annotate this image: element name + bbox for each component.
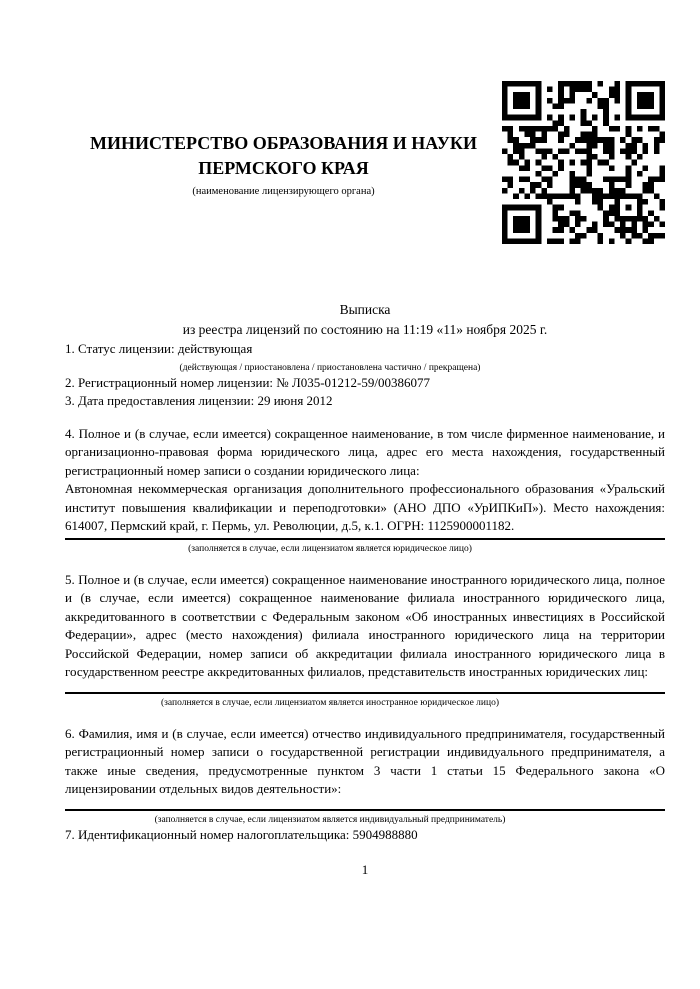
document-header [65, 0, 665, 244]
legal-entity-statement: 4. Полное и (в случае, если имеется) сокращенное наименование, в том числе фирменное наименование, и организационно-правовая форма юридического лица, адрес его места нахождения, государственный регистрационный номер записи о создании юридического лица: [65, 425, 665, 478]
document-title: Выписка [339, 302, 391, 317]
item-individual-entrepreneur [65, 725, 665, 826]
item-foreign-entity [65, 571, 665, 709]
entrepreneur-caption: (заполняется в случае, если лицензиатом является индивидуальный предприниматель) [154, 814, 506, 825]
item-taxpayer-number: 7. Идентификационный номер налогоплательщика: 5904988880 [65, 826, 418, 842]
item-legal-entity [65, 425, 665, 555]
fill-line [65, 692, 665, 694]
ministry-name-line2: ПЕРМСКОГО КРАЯ [198, 158, 369, 178]
foreign-entity-caption: (заполняется в случае, если лицензиатом является иностранное юридическое лицо) [161, 697, 499, 708]
legal-entity-value: Автономная некоммерческая организация дополнительного профессионального образования «Уральский институт повышения квалификации и переподготовки» (АНО ДПО «УрИПКиП»). Место нахождения: 614007, Пермский край, г. Пермь, ул. Революции, д.5, к.1. ОГРН: 1125900001182. [65, 481, 665, 533]
document-subtitle: из реестра лицензий по состоянию на 11:19 «11» ноября 2025 г. [182, 322, 548, 337]
item-license-date: 3. Дата предоставления лицензии: 29 июня 2012 [65, 393, 333, 408]
ministry-name-line1: МИНИСТЕРСТВО ОБРАЗОВАНИЯ И НАУКИ [90, 133, 477, 153]
license-status-caption: (действующая / приостановлена / приостановлена частично / прекращена) [179, 362, 481, 373]
foreign-entity-statement: 5. Полное и (в случае, если имеется) сокращенное наименование иностранного юридического лица, полное и (в случае, если имеется) сокращенное наименование филиала иностранного юридического лица, аккредитованного в соответствии с Федеральным законом «Об иностранных инвестициях в Российской Федерации», адрес (место нахождения) филиала иностранного юридического лица на территории Российской Федерации, номер записи об аккредитации филиала иностранного юридического лица в государственном реестре аккредитованных филиалов, представительств иностранных юридических лиц: [65, 571, 665, 679]
item-registration-number: 2. Регистрационный номер лицензии: № Л035-01212-59/00386077 [65, 374, 431, 390]
document-title-block [65, 300, 665, 340]
entrepreneur-statement: 6. Фамилия, имя и (в случае, если имеется) отчество индивидуального предпринимателя, государственный регистрационный номер записи о государственной регистрации индивидуального предпринимателя, а также иные сведения, предусмотренные пунктом 3 части 1 статьи 15 Федерального закона «О лицензировании отдельных видов деятельности»: [65, 725, 665, 796]
issuing-authority-caption: (наименование лицензирующего органа) [192, 186, 375, 197]
legal-entity-caption: (заполняется в случае, если лицензиатом является юридическое лицо) [188, 543, 472, 554]
issuing-authority-block [65, 81, 502, 198]
page-number: 1 [361, 862, 369, 877]
fill-line [65, 809, 665, 811]
item-license-status: 1. Статус лицензии: действующая [65, 341, 253, 356]
ministry-name [65, 131, 502, 181]
qr-code-icon [502, 81, 665, 244]
fill-line [65, 538, 665, 540]
